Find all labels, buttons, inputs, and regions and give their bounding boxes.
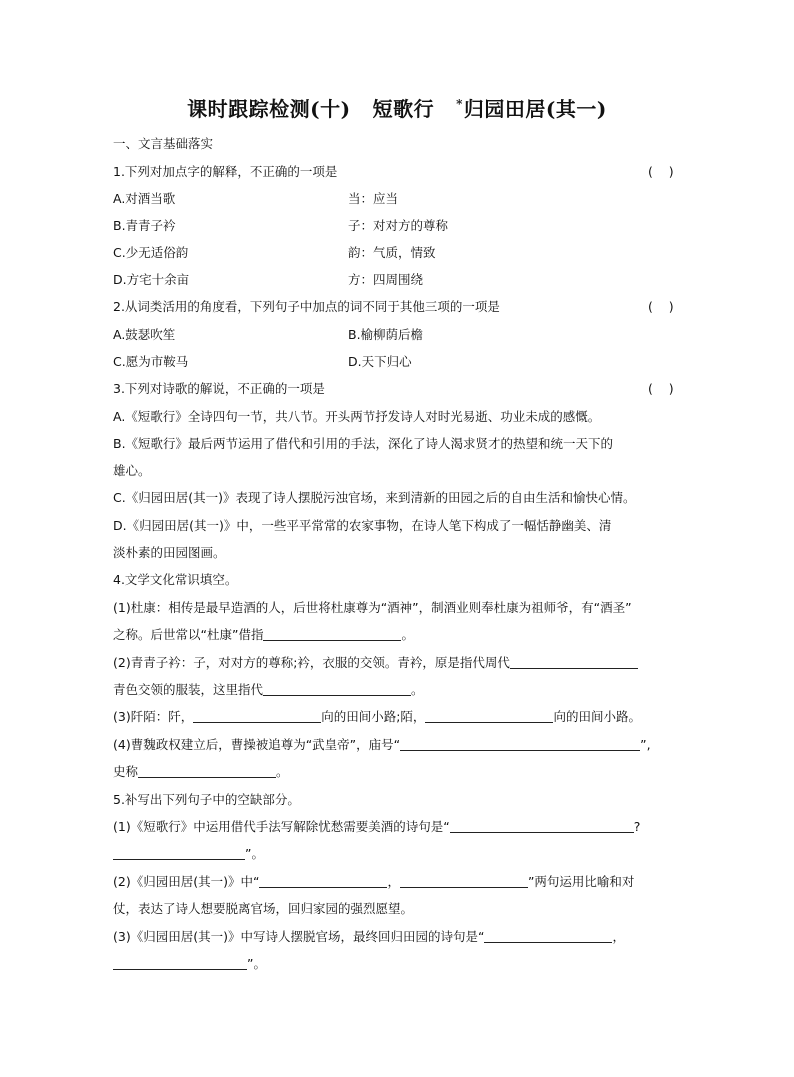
fill-blank[interactable] [510,655,638,669]
q4-item1-line1: (1)杜康：相传是最早造酒的人，后世将杜康尊为“酒神”，制酒业则奉杜康为祖师爷，有“酒圣” [113,600,632,615]
q2-option-b: B.榆柳荫后檐 [348,327,424,342]
q4-item2-line2: 青色交领的服装，这里指代 。 [113,682,424,697]
title-star: * [456,97,463,111]
q1-stem: 1.下列对加点字的解释，不正确的一项是 [113,164,338,179]
fill-blank[interactable] [263,682,411,696]
q3-option-d-line2: 淡朴素的田园图画。 [113,545,226,560]
q2-answer-paren: ( ) [648,299,674,314]
section-heading: 一、文言基础落实 [113,136,214,151]
fill-blank[interactable] [138,764,276,778]
q4-item3: (3)阡陌：阡， 向的田间小路;陌， 向的田间小路。 [113,709,641,724]
q1-option-d: D.方宅十余亩 [113,272,190,287]
q4-item2-line1: (2)青青子衿：子，对对方的尊称;衿，衣服的交领。青衿，原是指代周代 [113,655,638,671]
q3-option-b-line2: 雄心。 [113,463,151,478]
q4-item4-line1: (4)曹魏政权建立后，曹操被追尊为“武皇帝”，庙号“ ”, [113,737,651,752]
page-title [0,93,794,122]
fill-blank[interactable] [259,874,387,888]
q1-option-d-explain: 方：四周围绕 [348,272,424,287]
q3-stem: 3.下列对诗歌的解说，不正确的一项是 [113,381,325,396]
q3-option-c: C.《归园田居(其一)》表现了诗人摆脱污浊官场，来到清新的田园之后的自由生活和愉快心情。 [113,490,636,505]
q3-answer-paren: ( ) [648,381,674,396]
title-part1: 课时跟踪检测(十) [187,97,351,121]
fill-blank[interactable] [400,737,640,751]
q4-item4-line2: 史称 。 [113,764,289,779]
title-part2: 短歌行 [372,97,435,121]
fill-blank[interactable] [113,846,245,860]
fill-blank[interactable] [425,709,553,723]
fill-blank[interactable] [484,929,612,943]
q3-option-a: A.《短歌行》全诗四句一节，共八节。开头两节抒发诗人对时光易逝、功业未成的感慨。 [113,409,601,424]
fill-blank[interactable] [450,819,634,833]
q3-option-b-line1: B.《短歌行》最后两节运用了借代和引用的手法，深化了诗人渴求贤才的热望和统一天下的 [113,436,614,451]
q5-item2-line1: (2)《归园田居(其一)》中“ ， ”两句运用比喻和对 [113,874,635,889]
q5-stem: 5.补写出下列句子中的空缺部分。 [113,792,300,807]
q5-item1-line2: ”。 [113,846,264,862]
q1-option-a-explain: 当：应当 [348,191,399,206]
q2-stem: 2.从词类活用的角度看，下列句子中加点的词不同于其他三项的一项是 [113,299,500,314]
q2-option-c: C.愿为市鞍马 [113,354,189,369]
q2-option-a: A.鼓瑟吹笙 [113,327,176,342]
q4-stem: 4.文学文化常识填空。 [113,572,238,587]
q1-option-a: A.对酒当歌 [113,191,176,206]
q1-option-b-explain: 子：对对方的尊称 [348,218,449,233]
q3-option-d-line1: D.《归园田居(其一)》中，一些平平常常的农家事物，在诗人笔下构成了一幅恬静幽美、清 [113,518,612,533]
q2-option-d: D.天下归心 [348,354,412,369]
q1-answer-paren: ( ) [648,164,674,179]
q5-item3-line2: ”。 [113,956,266,972]
q4-item1-line2: 之称。后世常以“杜康”借指 。 [113,627,414,642]
fill-blank[interactable] [400,874,528,888]
fill-blank[interactable] [193,709,321,723]
q1-option-c: C.少无适俗韵 [113,245,189,260]
q1-option-c-explain: 韵：气质，情致 [348,245,436,260]
q1-option-b: B.青青子衿 [113,218,176,233]
q5-item1-line1: (1)《短歌行》中运用借代手法写解除忧愁需要美酒的诗句是“ ? [113,819,641,834]
fill-blank[interactable] [113,956,247,970]
title-part3: 归园田居(其一) [463,97,607,121]
q5-item3-line1: (3)《归园田居(其一)》中写诗人摆脱官场，最终回归田园的诗句是“ ， [113,929,625,944]
fill-blank[interactable] [263,627,401,641]
q5-item2-line2: 仗，表达了诗人想要脱离官场，回归家园的强烈愿望。 [113,901,414,916]
